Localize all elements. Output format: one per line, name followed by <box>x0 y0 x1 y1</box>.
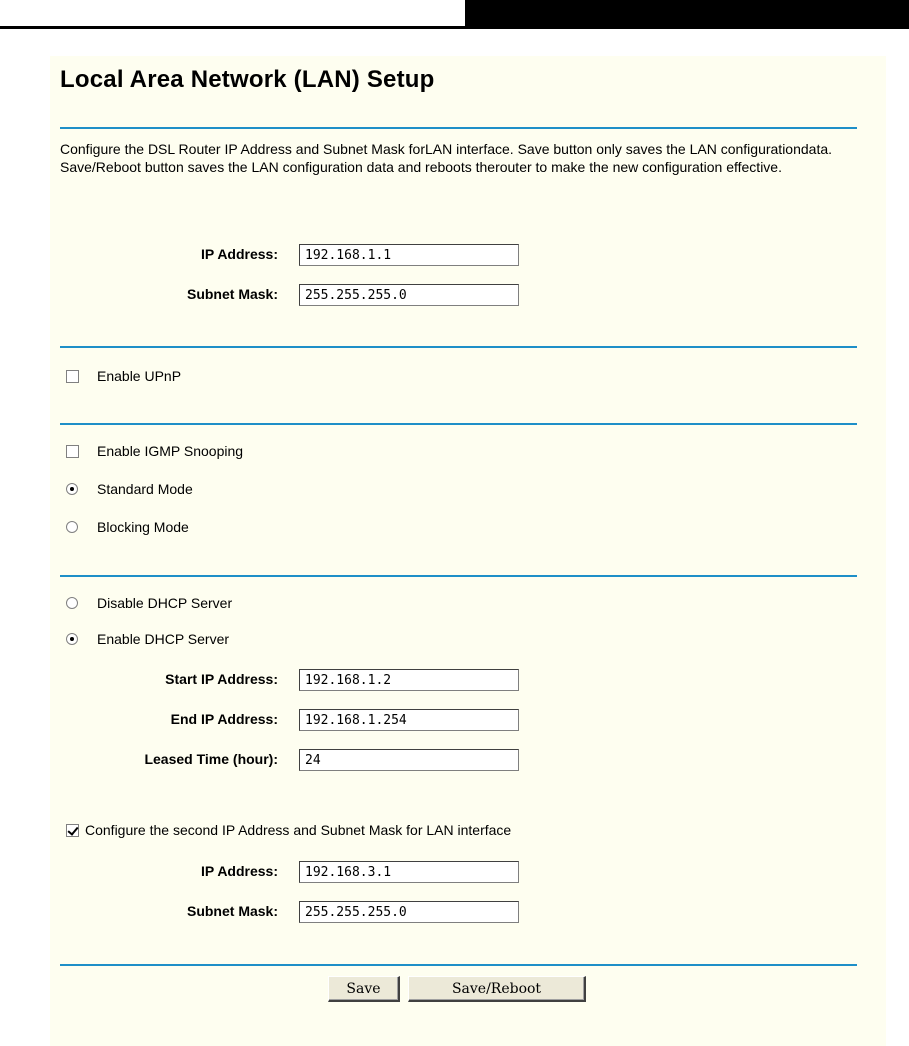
section-divider <box>60 423 857 425</box>
start-ip-label: Start IP Address: <box>165 671 278 687</box>
enable-dhcp-option[interactable] <box>66 629 229 649</box>
save-reboot-button[interactable]: Save/Reboot <box>408 976 586 1002</box>
header-rule <box>0 26 909 29</box>
disable-dhcp-radio[interactable] <box>66 597 78 609</box>
lease-time-input[interactable] <box>299 749 519 771</box>
enable-dhcp-radio[interactable] <box>66 633 78 645</box>
header-black-bar <box>465 0 909 26</box>
page-title: Local Area Network (LAN) Setup <box>60 66 435 93</box>
section-divider <box>60 127 857 129</box>
section-divider <box>60 964 857 966</box>
ip-address-input[interactable] <box>299 244 519 266</box>
content-panel <box>50 56 886 1046</box>
save-button[interactable]: Save <box>328 976 400 1002</box>
igmp-label: Enable IGMP Snooping <box>97 443 244 459</box>
igmp-option[interactable] <box>66 441 243 461</box>
start-ip-input[interactable] <box>299 669 519 691</box>
page-description: Configure the DSL Router IP Address and Subnet Mask forLAN interface. Save button only saves the LAN configurationdata. Save/Reboot button saves the LAN configuration data and reboots therouter to make the new configuration effective. <box>60 141 833 175</box>
second-ip-address-input[interactable] <box>299 861 519 883</box>
enable-dhcp-label: Enable DHCP Server <box>97 631 230 647</box>
standard-mode-radio[interactable] <box>66 483 78 495</box>
upnp-option[interactable] <box>66 366 181 386</box>
blocking-mode-label: Blocking Mode <box>97 519 189 535</box>
disable-dhcp-option[interactable] <box>66 593 232 613</box>
second-ip-address-label: IP Address: <box>200 863 278 879</box>
disable-dhcp-label: Disable DHCP Server <box>97 595 233 611</box>
second-subnet-mask-input[interactable] <box>299 901 519 923</box>
lease-time-label: Leased Time (hour): <box>144 751 278 767</box>
subnet-mask-input[interactable] <box>299 284 519 306</box>
upnp-checkbox[interactable] <box>66 370 79 383</box>
second-ip-label: Configure the second IP Address and Subnet Mask for LAN interface <box>85 822 512 838</box>
end-ip-label: End IP Address: <box>170 711 278 727</box>
second-ip-option[interactable] <box>66 820 511 840</box>
section-divider <box>60 575 857 577</box>
upnp-label: Enable UPnP <box>97 368 182 384</box>
blocking-mode-radio[interactable] <box>66 521 78 533</box>
subnet-mask-label: Subnet Mask: <box>186 286 278 302</box>
ip-address-label: IP Address: <box>200 246 278 262</box>
standard-mode-label: Standard Mode <box>97 481 193 497</box>
blocking-mode-option[interactable] <box>66 517 189 537</box>
end-ip-input[interactable] <box>299 709 519 731</box>
standard-mode-option[interactable] <box>66 479 193 499</box>
igmp-checkbox[interactable] <box>66 445 79 458</box>
second-ip-checkbox[interactable] <box>66 824 79 837</box>
section-divider <box>60 346 857 348</box>
second-subnet-mask-label: Subnet Mask: <box>186 903 278 919</box>
